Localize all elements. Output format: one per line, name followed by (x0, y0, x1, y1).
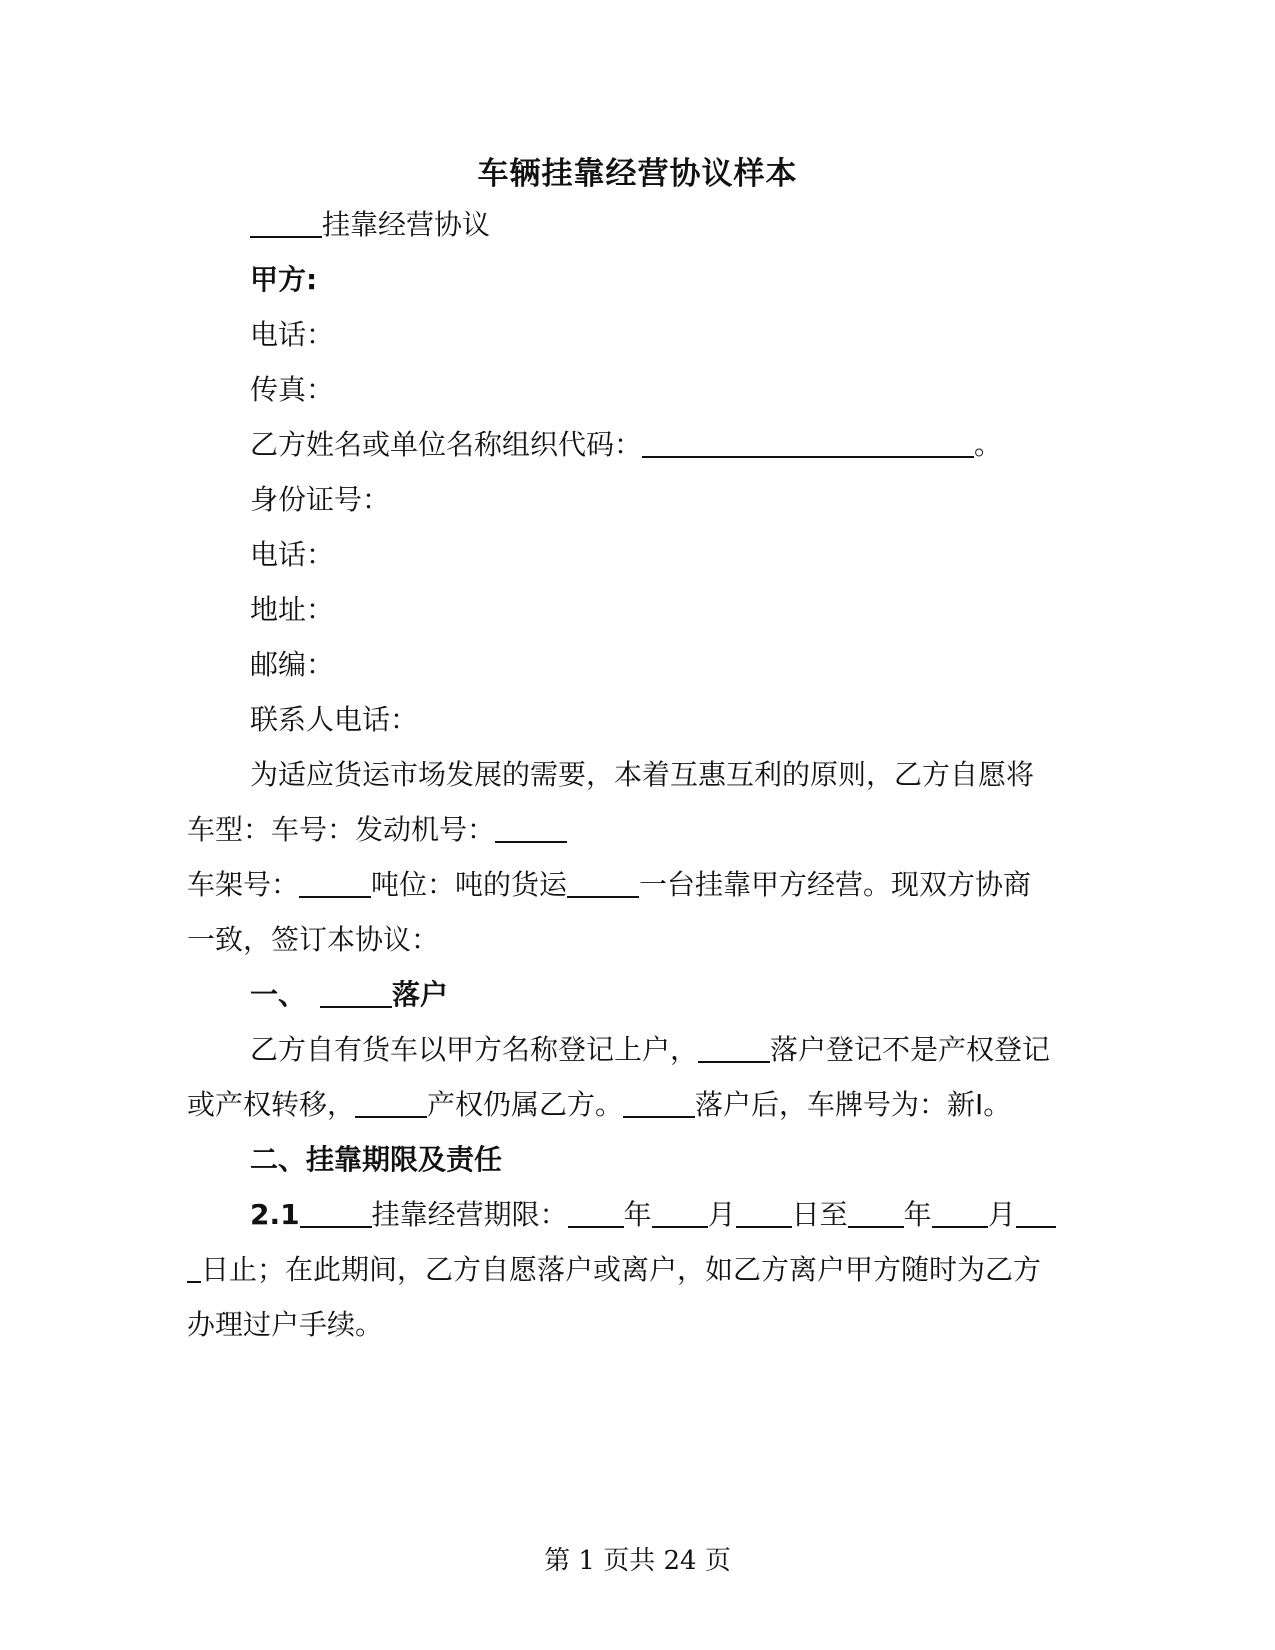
section-1-para-line-1 (250, 1030, 1050, 1070)
intro-line-4: 一致，签订本协议： (187, 923, 440, 956)
blank-field (250, 208, 322, 238)
intro-line-3-c: 一台挂靠甲方经营。现双方协商 (639, 868, 1032, 901)
blank-field (1016, 1198, 1056, 1228)
party-b-name-label: 乙方姓名或单位名称组织代码： (250, 428, 643, 461)
intro-line-1: 为适应货运市场发展的需要，本着互惠互利的原则，乙方自愿将 (250, 758, 1035, 791)
blank-field (848, 1198, 904, 1228)
section-1-para-line-2 (187, 1085, 1011, 1125)
blank-field (299, 868, 371, 898)
section-1-p2-c: 落户后，车牌号为：新Ⅰ。 (695, 1088, 1012, 1121)
clause-2-1-line-3: 办理过户手续。 (187, 1308, 384, 1341)
party-a-phone: 电话： (250, 318, 335, 351)
blank-field (568, 1198, 624, 1228)
section-1-title: 落户 (392, 978, 449, 1011)
party-b-phone: 电话： (250, 538, 335, 571)
clause-2-1-text: 日止；在此期间，乙方自愿落户或离户，如乙方离户甲方随时为乙方 (201, 1253, 1042, 1286)
page-footer: 第 1 页共 24 页 (544, 1546, 731, 1576)
blank-field (187, 1253, 201, 1283)
party-b-id: 身份证号： (250, 483, 391, 516)
blank-field (355, 1088, 427, 1118)
section-1-p2-b: 产权仍属乙方。 (427, 1088, 624, 1121)
clause-2-1-line-2 (187, 1250, 1041, 1290)
section-1-p1-b: 落户登记不是产权登记 (770, 1033, 1051, 1066)
month-label: 月 (987, 1198, 1016, 1231)
blank-field (652, 1198, 708, 1228)
clause-2-1-label: 挂靠经营期限： (371, 1198, 568, 1231)
party-b-postcode: 邮编： (250, 648, 335, 681)
year-label: 年 (623, 1198, 652, 1231)
intro-line-3-a: 车架号： (187, 868, 300, 901)
blank-field (736, 1198, 792, 1228)
intro-line-2-text: 车型：车号：发动机号： (187, 813, 496, 846)
section-1-p2-a: 或产权转移， (187, 1088, 356, 1121)
party-b-name-end: 。 (974, 428, 1003, 461)
clause-2-1-line-1 (250, 1195, 1056, 1235)
section-1-prefix: 一、 (250, 978, 307, 1011)
party-b-name-line (250, 425, 1002, 465)
blank-field (698, 1033, 770, 1063)
section-1-heading (250, 975, 448, 1015)
document-title: 车辆挂靠经营协议样本 (477, 156, 798, 192)
blank-field (495, 813, 567, 843)
party-a-fax: 传真： (250, 373, 335, 406)
subtitle-line (250, 205, 490, 245)
party-b-address: 地址： (250, 593, 335, 626)
section-2-heading: 二、挂靠期限及责任 (250, 1143, 503, 1176)
intro-line-2 (187, 810, 567, 850)
blank-field (300, 1198, 372, 1228)
blank-field (932, 1198, 988, 1228)
blank-field (642, 428, 974, 458)
blank-field (567, 868, 639, 898)
month-label: 月 (707, 1198, 736, 1231)
section-1-p1-a: 乙方自有货车以甲方名称登记上户， (250, 1033, 699, 1066)
party-b-contact-phone: 联系人电话： (250, 703, 419, 736)
day-to-label: 日至 (791, 1198, 848, 1231)
intro-line-3 (187, 865, 1031, 905)
blank-field (623, 1088, 695, 1118)
year-label: 年 (903, 1198, 932, 1231)
intro-line-3-b: 吨位：吨的货运 (371, 868, 568, 901)
party-a-label: 甲方: (250, 263, 318, 296)
clause-number: 2.1 (250, 1198, 300, 1231)
blank-field (320, 978, 392, 1008)
subtitle-text: 挂靠经营协议 (322, 208, 491, 241)
